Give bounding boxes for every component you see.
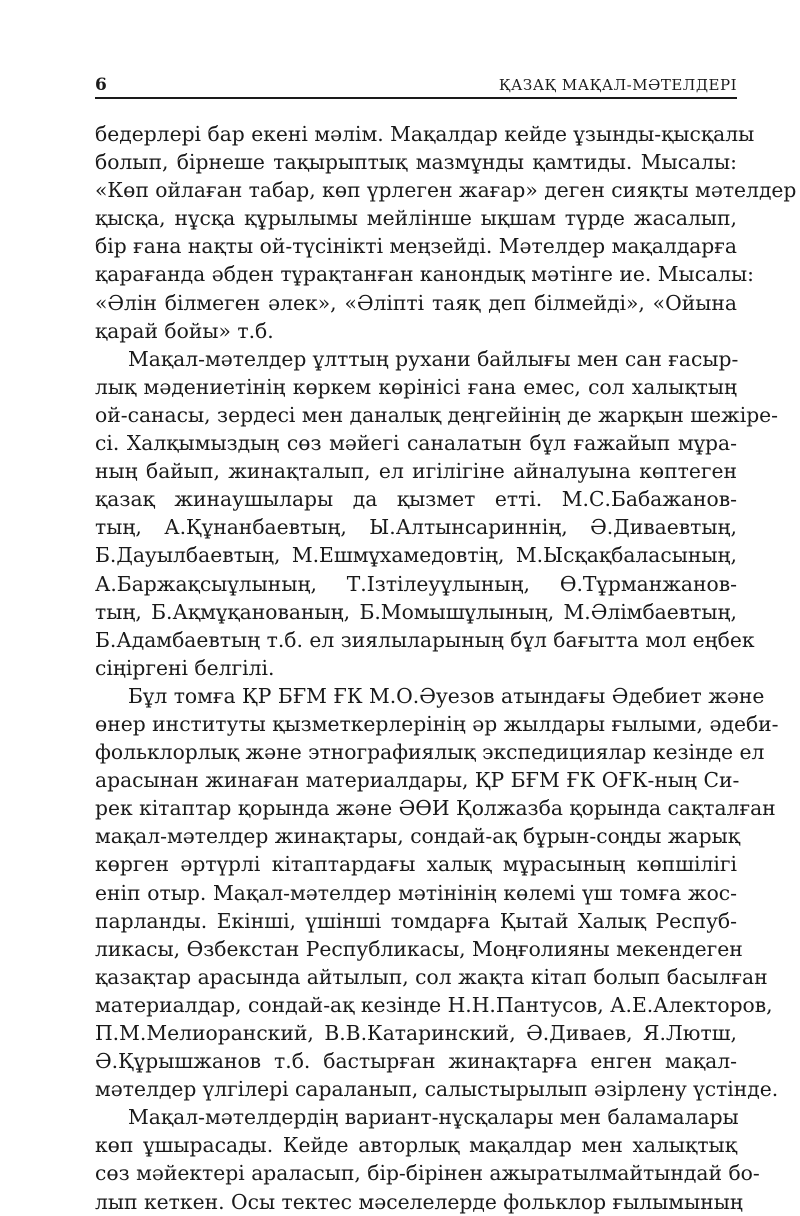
text-line: мақал-мәтелдер жинақтары, сондай-ақ бұрын-соңды жарық: [95, 824, 741, 849]
text-line: мәтелдер үлгілері сараланып, салыстырылып әзірлену үстінде.: [95, 1077, 779, 1102]
paragraph: [95, 345, 779, 682]
text-line: бір ғана нақты ой-түсінікті меңзейді. Мәтелдер мақалдарға: [95, 234, 737, 259]
text-line: «Әлін білмеген әлек», «Әліпті таяқ деп білмейді», «Ойына: [95, 290, 737, 315]
text-line: лып кеткен. Осы тектес мәселелерде фольклор ғылымының: [95, 1189, 743, 1214]
text-line: тың, А.Құнанбаевтың, Ы.Алтынсариннің, Ә.Диваевтың,: [95, 515, 737, 540]
text-line: қысқа, нұсқа құрылымы мейлінше ықшам түрде жасалып,: [95, 206, 737, 231]
text-line: «Көп ойлаған табар, көп үрлеген жағар» деген сияқты мәтелдер: [95, 178, 797, 203]
text-line: ның байып, жинақталып, ел игілігіне айналуына көптеген: [95, 459, 737, 484]
text-line: фольклорлық және этнографиялық экспедициялар кезінде ел: [95, 740, 765, 765]
header-rule: [95, 97, 737, 99]
text-line: рек кітаптар қорында және ӘӨИ Қолжазба қорында сақталған: [95, 796, 776, 821]
text-line: А.Баржақсыұлының, Т.Ізтілеуұлының, Ө.Тұрманжанов-: [95, 571, 737, 596]
text-line: Бұл томға ҚР БҒМ ҒК М.О.Әуезов атындағы Әдебиет және: [128, 683, 765, 708]
text-line: бедерлері бар екені мәлім. Мақалдар кейде ұзынды-қысқалы: [95, 122, 755, 146]
text-line: тың, Б.Ақмұқанованың, Б.Момышұлының, М.Әлімбаевтың,: [95, 599, 737, 624]
text-line: қарағанда әбден тұрақтанған канондық мәтінге ие. Мысалы:: [95, 262, 755, 287]
text-line: көрген әртүрлі кітаптардағы халық мұрасының көпшілігі: [95, 852, 737, 877]
text-line: Мақал-мәтелдердің вариант-нұсқалары мен баламалары: [128, 1105, 739, 1130]
text-line: Мақал-мәтелдер ұлттың рухани байлығы мен сан ғасыр-: [128, 346, 739, 371]
text-line: қазақтар арасында айтылып, сол жақта кітап болып басылған: [95, 964, 768, 989]
page-number: 6: [95, 75, 107, 95]
text-line: сіңіргені белгілі.: [95, 655, 275, 680]
text-line: сөз мәйектері араласып, бір-бірінен ажыратылмайтындай бо-: [95, 1161, 760, 1186]
text-line: лық мәдениетінің көркем көрінісі ғана емес, сол халықтың: [95, 374, 737, 399]
text-line: өнер институты қызметкерлерінің әр жылдары ғылыми, әдеби-: [95, 711, 779, 736]
text-line: қазақ жинаушылары да қызмет етті. М.С.Бабажанов-: [95, 487, 737, 512]
text-line: П.М.Мелиоранский, В.В.Катаринский, Ә.Диваев, Я.Лютш,: [95, 1021, 737, 1045]
paragraph: [95, 120, 797, 345]
paragraph: [95, 1103, 760, 1215]
body-text: [95, 120, 797, 1216]
text-line: Ә.Құрышжанов т.б. бастырған жинақтарға енген мақал-: [95, 1049, 737, 1074]
paragraph: [95, 682, 779, 1103]
text-line: болып, бірнеше тақырыптық мазмұнды қамтиды. Мысалы:: [95, 150, 737, 175]
text-line: сі. Халқымыздың сөз мәйегі саналатын бұл ғажайып мұра-: [95, 431, 737, 456]
text-line: қарай бойы» т.б.: [95, 318, 274, 343]
text-line: көп ұшырасады. Кейде авторлық мақалдар мен халықтық: [95, 1133, 737, 1158]
text-line: ликасы, Өзбекстан Республикасы, Моңғолияны мекендеген: [95, 936, 743, 961]
running-head: [95, 74, 737, 96]
text-line: Б.Дауылбаевтың, М.Ешмұхамедовтің, М.Ысқақбаласының,: [95, 543, 737, 568]
text-line: Б.Адамбаевтың т.б. ел зиялыларының бұл бағытта мол еңбек: [95, 627, 755, 652]
text-line: парланды. Екінші, үшінші томдарға Қытай Халық Респуб-: [95, 908, 737, 933]
text-line: материалдар, сондай-ақ кезінде Н.Н.Пантусов, А.Е.Алекторов,: [95, 992, 773, 1017]
text-line: арасынан жинаған материалдары, ҚР БҒМ ҒК ОҒК-ның Си-: [95, 768, 740, 793]
book-title: ҚАЗАҚ МАҚАЛ-МӘТЕЛДЕРІ: [498, 76, 737, 94]
text-line: еніп отыр. Мақал-мәтелдер мәтінінің көлемі үш томға жос-: [95, 880, 737, 905]
text-line: ой-санасы, зердесі мен даналық деңгейінің де жарқын шежіре-: [95, 402, 779, 427]
